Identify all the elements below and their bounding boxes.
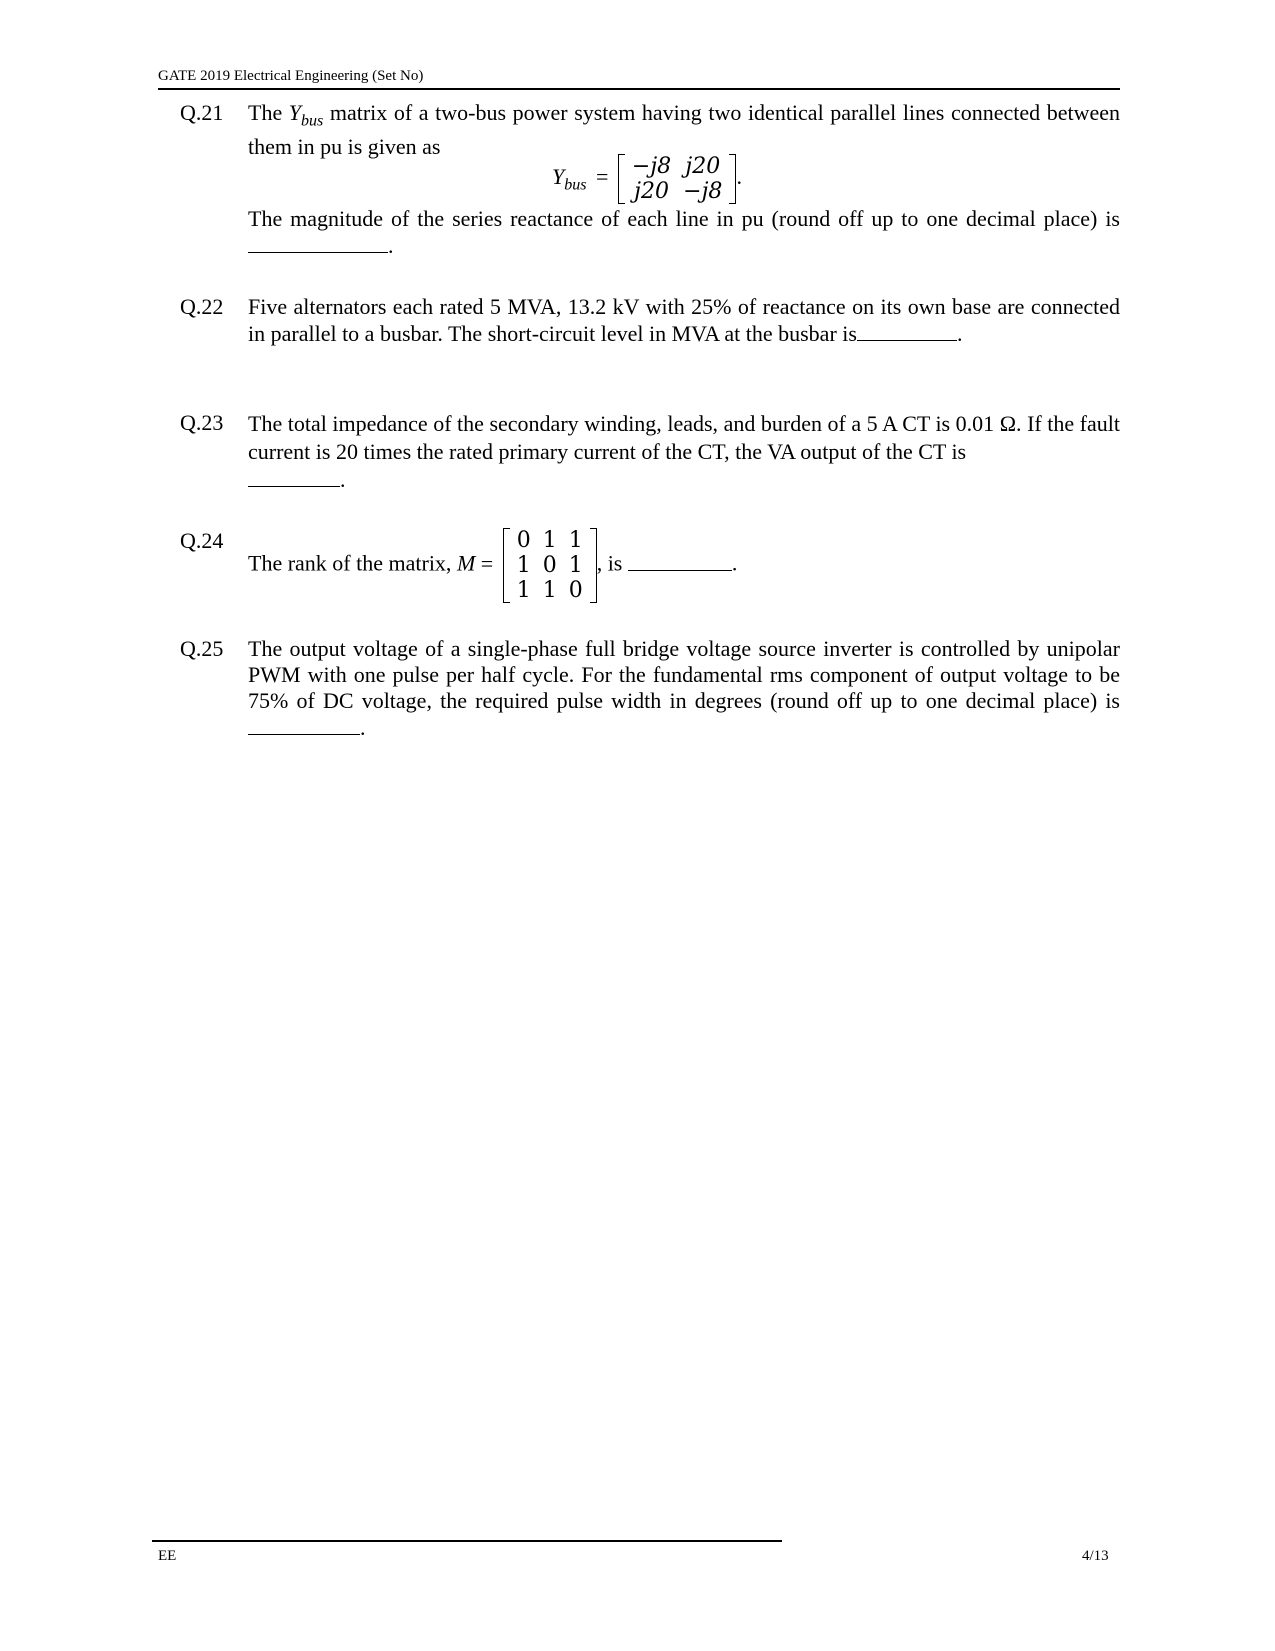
matrix-cell: −j8 [683, 179, 723, 204]
matrix-cell: 1 [542, 528, 557, 553]
question-text [248, 206, 1120, 259]
eq-symbol: Y [552, 164, 565, 190]
text: . [731, 550, 738, 576]
ybus-equation [552, 154, 742, 204]
page-header: GATE 2019 Electrical Engineering (Set No) [158, 68, 1120, 90]
question-text [248, 528, 737, 603]
text: The output voltage of a single-phase full bridge voltage source inverter is controlled by unipolar PWM with one pulse per half cycle. For the fundamental rms component of output voltage to be 75% of DC voltage, the required pulse width in degrees (round off up to one decimal place) is [248, 636, 1120, 713]
matrix-cell: 1 [568, 528, 583, 553]
text: , is [596, 550, 623, 576]
matrix-cell: −j8 [631, 154, 672, 179]
text: matrix of a two-bus power system having two identical parallel lines connected between them in pu is given as [248, 100, 1121, 160]
matrix-cell: j20 [685, 154, 721, 179]
ybus-symbol: Y [288, 100, 302, 125]
ybus-subscript: bus [301, 112, 324, 130]
text: . [360, 715, 366, 740]
text: . [388, 233, 394, 258]
question-number: Q.24 [180, 528, 224, 553]
equals: = [475, 550, 494, 576]
question-number: Q.21 [180, 100, 224, 125]
text: . [340, 467, 346, 492]
matrix-cell: j20 [634, 179, 669, 204]
question-text [248, 636, 1120, 741]
text: . [956, 321, 963, 346]
answer-blank[interactable] [628, 550, 732, 571]
answer-blank[interactable] [248, 714, 360, 735]
matrix-cell: 1 [542, 578, 557, 603]
matrix-cell: 0 [542, 553, 557, 578]
answer-blank[interactable] [857, 320, 957, 341]
question-number: Q.22 [180, 294, 224, 319]
matrix-cell: 0 [516, 528, 531, 553]
answer-blank[interactable] [248, 232, 388, 253]
answer-blank[interactable] [248, 466, 340, 487]
ybus-matrix [618, 154, 737, 204]
eq-end: . [736, 164, 742, 190]
matrix-cell: 0 [568, 578, 583, 603]
question-text [248, 410, 1120, 494]
text: The magnitude of the series reactance of each line in pu (round off up to one decimal place) is [248, 206, 1120, 231]
question-number: Q.23 [180, 410, 224, 435]
question-number: Q.25 [180, 636, 224, 661]
footer-subject: EE [158, 1548, 177, 1564]
text: Five alternators each rated 5 MVA, 13.2 kV with 25% of reactance on its own base are connected in parallel to a busbar. The short-circuit level in MVA at the busbar is [248, 294, 1120, 346]
matrix-cell: 1 [516, 553, 531, 578]
question-text [248, 294, 1120, 347]
question-text [248, 100, 1120, 160]
footer-rule [152, 1540, 782, 1542]
text: The total impedance of the secondary winding, leads, and burden of a 5 A CT is 0.01 Ω. If the fault current is 20 times the rated primary current of the CT, the VA output of the CT is [248, 411, 1120, 464]
page-number: 4/13 [1082, 1548, 1109, 1564]
eq-subscript: bus [564, 176, 587, 194]
rank-matrix [503, 528, 597, 603]
text: The rank of the matrix, [248, 550, 457, 576]
matrix-symbol: M [456, 550, 476, 576]
matrix-cell: 1 [516, 578, 531, 603]
eq-equals: = [595, 164, 609, 190]
text: The [248, 100, 289, 125]
matrix-cell: 1 [568, 553, 583, 578]
